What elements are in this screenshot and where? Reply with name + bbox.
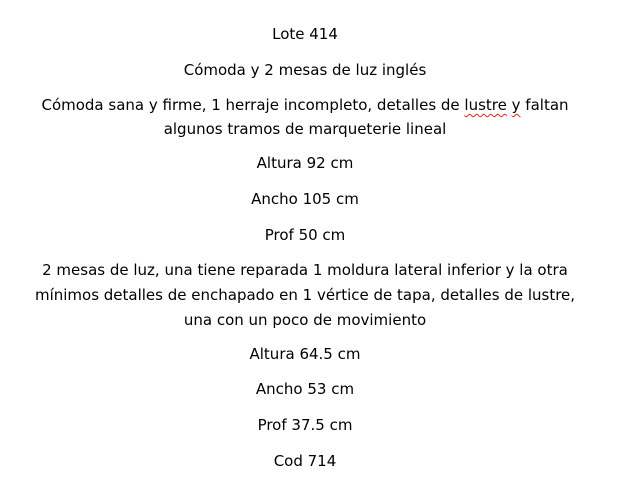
- commode-description-line-2: algunos tramos de marqueterie lineal: [163, 120, 447, 138]
- night-tables-depth: Prof 37.5 cm: [257, 416, 353, 434]
- night-tables-description-line-2: mínimos detalles de enchapado en 1 vértice de tapa, detalles de lustre,: [34, 286, 576, 304]
- night-tables-description-line-1: 2 mesas de luz, una tiene reparada 1 moldura lateral inferior y la otra: [42, 261, 568, 279]
- spellcheck-word-lustre: lustre: [464, 96, 507, 114]
- night-tables-width: Ancho 53 cm: [255, 380, 355, 398]
- commode-description-text-e: faltan: [520, 96, 569, 114]
- item-code: Cod 714: [273, 452, 337, 470]
- commode-depth: Prof 50 cm: [264, 226, 346, 244]
- commode-height: Altura 92 cm: [256, 154, 354, 172]
- commode-description-text-a: Cómoda sana y firme, 1 herraje incompleto, detalles de: [41, 96, 465, 114]
- commode-width: Ancho 105 cm: [251, 190, 359, 208]
- item-title: Cómoda y 2 mesas de luz inglés: [183, 61, 427, 79]
- spellcheck-word-y: y: [511, 96, 521, 114]
- lot-number: Lote 414: [272, 25, 338, 43]
- night-tables-height: Altura 64.5 cm: [249, 345, 361, 363]
- commode-description-line-1: [0, 95, 610, 115]
- night-tables-description-line-3: una con un poco de movimiento: [183, 311, 427, 329]
